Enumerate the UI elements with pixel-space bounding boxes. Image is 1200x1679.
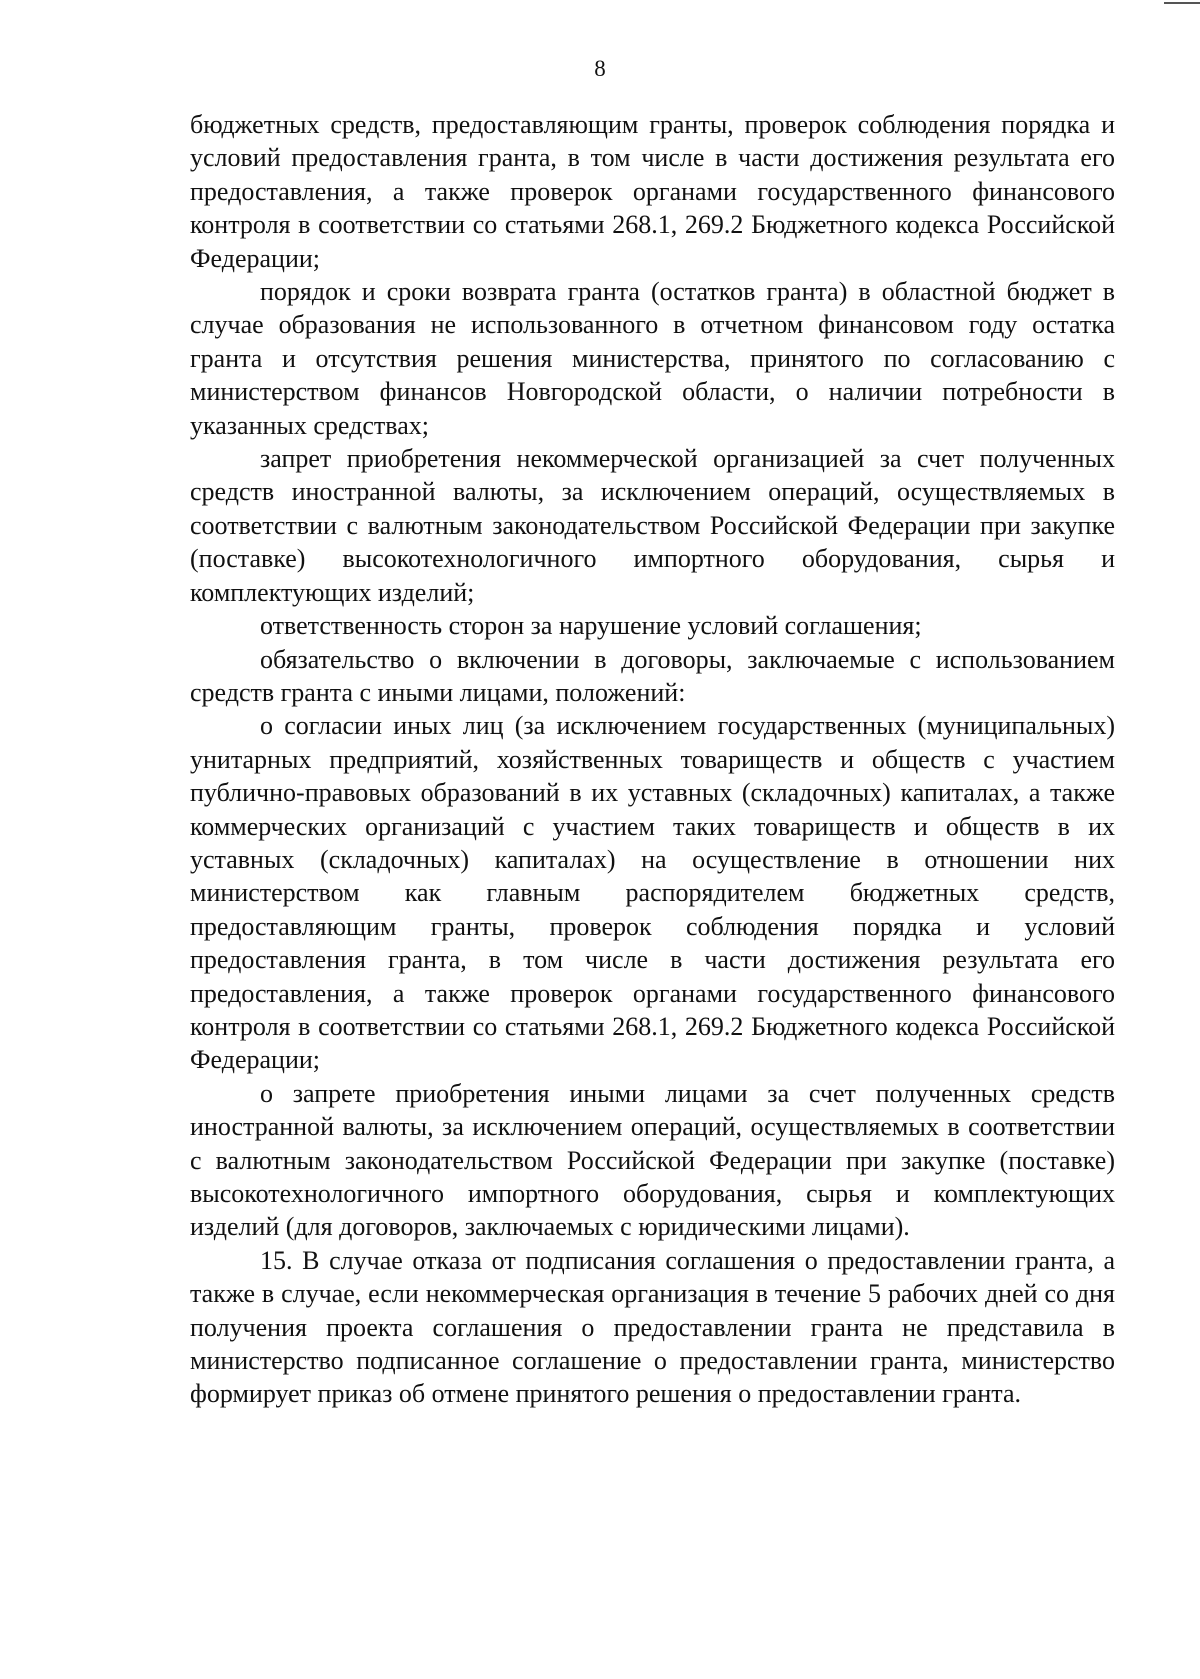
paragraph-currency-ban: запрет приобретения некоммерческой организацией за счет полученных средств иностранной валюты, за исключением операций, осуществляемых в соответствии с валютным законодательством Российской Федерации при закупке (поставке) высокотехнологичного импортного оборудования, сырья и комплектующих изделий;	[190, 444, 1115, 607]
paragraph-consent-of-parties: о согласии иных лиц (за исключением государственных (муниципальных) унитарных предприятий, хозяйственных товариществ и обществ с участием публично-правовых образований в их уставных (складочных) капиталах, а также коммерческих организаций с участием таких товариществ и обществ в их уставных (складочных) капиталах) на осуществление в отношении них министерством как главным распорядителем бюджетных средств, предоставляющим гранты, проверок соблюдения порядка и условий предоставления гранта, в том числе в части достижения результата его предоставления, а также проверок органами государственного финансового контроля в соответствии со статьями 268.1, 269.2 Бюджетного кодекса Российской Федерации;	[190, 711, 1115, 1075]
paragraph-liability: ответственность сторон за нарушение условий соглашения;	[260, 611, 922, 641]
paragraph-currency-ban-others: о запрете приобретения иными лицами за счет полученных средств иностранной валюты, за исключением операций, осуществляемых в соответствии с валютным законодательством Российской Федерации при закупке (поставке) высокотехнологичного импортного оборудования, сырья и комплектующих изделий (для договоров, заключаемых с юридическими лицами).	[190, 1078, 1115, 1242]
scan-edge-mark	[1164, 2, 1200, 4]
paragraph-item-15: 15. В случае отказа от подписания соглашения о предоставлении гранта, а также в случае, если некоммерческая организация в течение 5 рабочих дней со дня получения проекта соглашения о предоставлении гранта не представила в министерство подписанное соглашение о предоставлении гранта, министерство формирует приказ об отмене принятого решения о предоставлении гранта.	[190, 1245, 1115, 1409]
page-number: 8	[594, 56, 606, 81]
paragraph-refund-procedure: порядок и сроки возврата гранта (остатков гранта) в областной бюджет в случае образования не использованного в отчетном финансовом году остатка гранта и отсутствия решения министерства, принятого по согласованию с министерством финансов Новгородской области, о наличии потребности в указанных средствах;	[190, 277, 1115, 440]
paragraph-continuation: бюджетных средств, предоставляющим гранты, проверок соблюдения порядка и условий предоставления гранта, в том числе в части достижения результата его предоставления, а также проверок органами государственного финансового контроля в соответствии со статьями 268.1, 269.2 Бюджетного кодекса Российской Федерации;	[190, 110, 1115, 273]
paragraph-contract-obligation: обязательство о включении в договоры, заключаемые с использованием средств гранта с иными лицами, положений:	[190, 644, 1115, 707]
document-body	[190, 108, 1115, 1411]
